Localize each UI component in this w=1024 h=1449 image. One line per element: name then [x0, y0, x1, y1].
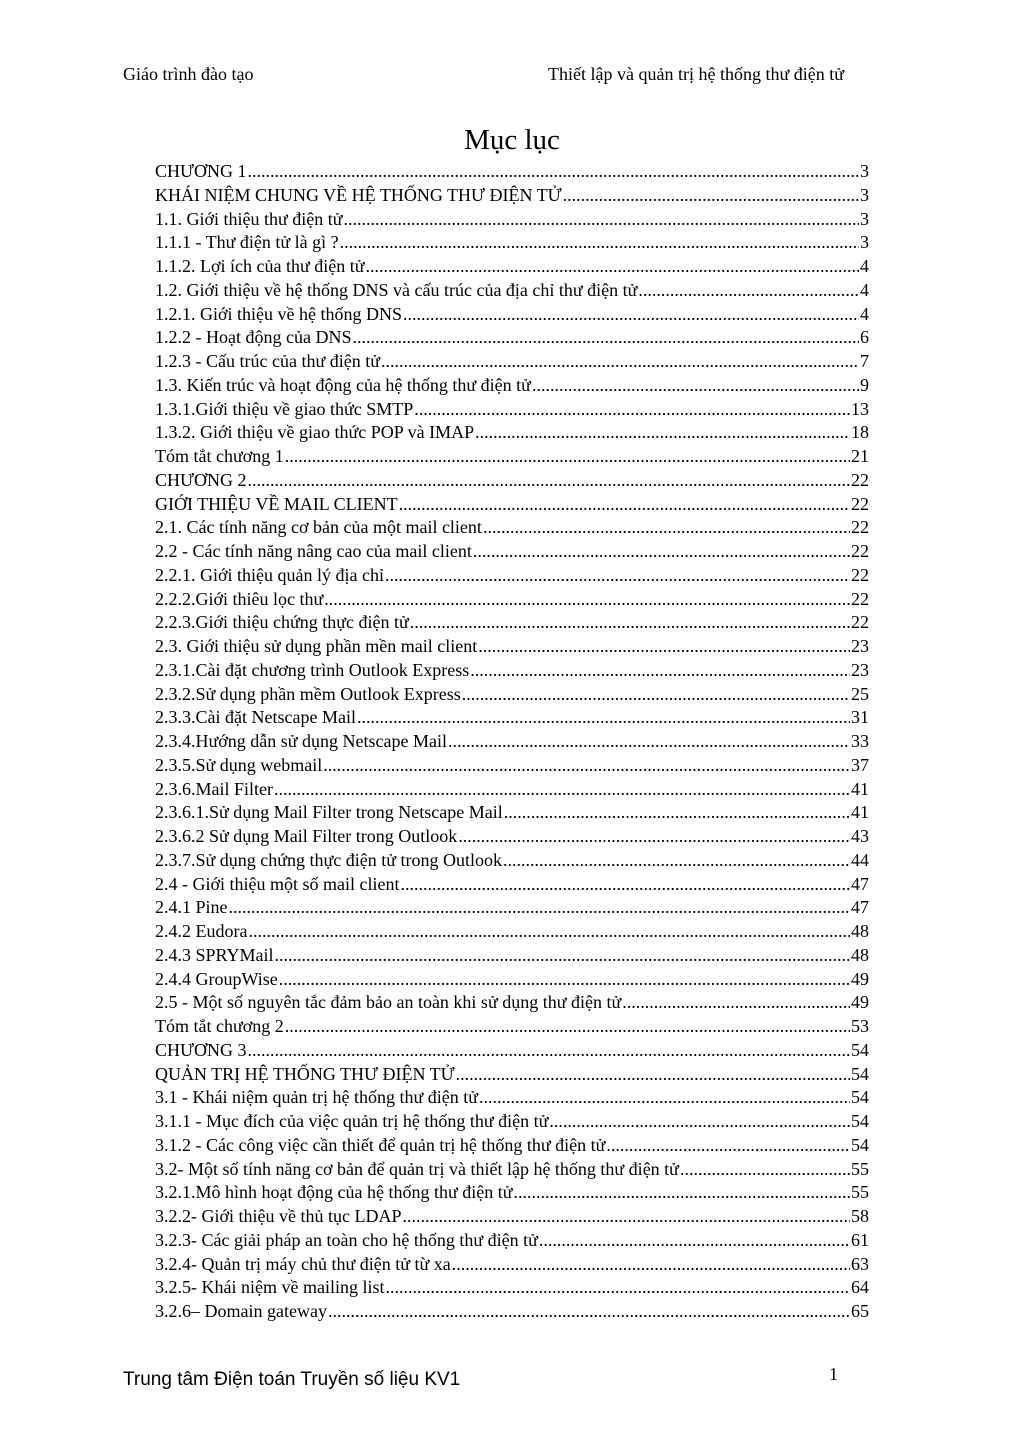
toc-entry-title: 3.2- Một số tính năng cơ bản để quản trị và thiết lập hệ thống thư điện tử	[155, 1158, 679, 1179]
toc-dot-leader	[452, 1253, 850, 1277]
toc-entry[interactable]	[155, 849, 869, 873]
toc-entry-title: 2.3.4.Hướng dẫn sử dụng Netscape Mail	[155, 731, 447, 751]
toc-entry-title: 3.2.1.Mô hình hoạt động của hệ thống thư điện tử	[155, 1182, 513, 1203]
toc-entry[interactable]	[155, 801, 869, 825]
toc-entry-title: 3.2.4- Quản trị máy chủ thư điện tử từ xa	[155, 1253, 451, 1274]
toc-entry-page: 54	[851, 1134, 869, 1155]
toc-entry[interactable]	[155, 564, 869, 588]
toc-entry[interactable]	[155, 231, 869, 255]
toc-entry-page: 7	[860, 351, 869, 371]
toc-entry-page: 13	[851, 398, 869, 419]
toc-entry-page: 54	[851, 1087, 869, 1108]
toc-entry-title: 1.1. Giới thiệu thư điện tử	[155, 208, 343, 229]
toc-entry-page: 41	[851, 802, 869, 823]
toc-dot-leader	[410, 611, 850, 635]
toc-dot-leader	[247, 160, 859, 184]
toc-entry[interactable]	[155, 873, 869, 897]
toc-entry-title: CHƯƠNG 2	[155, 469, 247, 490]
toc-entry-page: 22	[851, 493, 869, 514]
toc-entry-page: 55	[851, 1182, 869, 1203]
toc-entry[interactable]	[155, 160, 869, 184]
toc-entry[interactable]	[155, 326, 869, 350]
toc-dot-leader	[475, 421, 850, 445]
toc-entry[interactable]	[155, 303, 869, 327]
toc-entry-title: 2.2.3.Giới thiệu chứng thực điện tử	[155, 612, 409, 633]
toc-entry[interactable]	[155, 1134, 869, 1158]
toc-entry-title: 3.2.5- Khái niệm về mailing list	[155, 1277, 385, 1298]
toc-entry[interactable]	[155, 1253, 869, 1277]
toc-entry[interactable]	[155, 184, 869, 208]
toc-entry-title: QUẢN TRỊ HỆ THỐNG THƯ ĐIỆN TỬ	[155, 1063, 455, 1084]
toc-entry-title: 1.1.2. Lợi ích của thư điện tử	[155, 256, 365, 276]
toc-entry-page: 9	[860, 374, 869, 395]
toc-entry-page: 4	[860, 303, 869, 324]
toc-entry[interactable]	[155, 991, 869, 1015]
toc-entry[interactable]	[155, 1276, 869, 1300]
toc-entry-page: 54	[851, 1063, 869, 1084]
toc-entry-page: 3	[860, 232, 869, 253]
toc-entry-title: Tóm tắt chương 1	[155, 446, 284, 466]
toc-entry[interactable]	[155, 754, 869, 778]
toc-dot-leader	[248, 920, 850, 944]
toc-entry[interactable]	[155, 1063, 869, 1087]
toc-dot-leader	[503, 849, 850, 873]
toc-entry[interactable]	[155, 1300, 869, 1324]
toc-entry-page: 23	[851, 659, 869, 680]
toc-entry-page: 49	[851, 992, 869, 1013]
toc-entry-page: 4	[860, 256, 869, 276]
toc-entry-title: 2.5 - Một số nguyên tắc đảm bảo an toàn khi sử dụng thư điện tử	[155, 992, 622, 1013]
toc-dot-leader	[549, 1110, 850, 1134]
toc-entry[interactable]	[155, 540, 869, 564]
toc-entry-title: Tóm tắt chương 2	[155, 1016, 284, 1036]
toc-entry[interactable]	[155, 968, 869, 992]
toc-entry-page: 58	[851, 1206, 869, 1226]
toc-dot-leader	[478, 635, 850, 659]
toc-dot-leader	[456, 1063, 850, 1087]
toc-entry[interactable]	[155, 1181, 869, 1205]
page-number: 1	[829, 1364, 838, 1384]
toc-dot-leader	[470, 659, 850, 683]
header-left: Giáo trình đào tạo	[123, 64, 254, 84]
toc-entry[interactable]	[155, 445, 869, 469]
toc-dot-leader	[403, 303, 859, 327]
toc-dot-leader	[324, 588, 850, 612]
toc-entry[interactable]	[155, 350, 869, 374]
toc-entry[interactable]	[155, 493, 869, 517]
toc-entry[interactable]	[155, 469, 869, 493]
toc-entry-page: 22	[851, 541, 869, 561]
toc-entry-title: 2.4 - Giới thiệu một số mail client	[155, 873, 400, 894]
toc-entry-page: 37	[851, 754, 869, 775]
toc-entry-title: 2.2 - Các tính năng nâng cao của mail client	[155, 541, 472, 561]
toc-entry[interactable]	[155, 255, 869, 279]
toc-entry-page: 49	[851, 968, 869, 989]
toc-entry-page: 23	[851, 636, 869, 656]
toc-entry[interactable]	[155, 825, 869, 849]
toc-dot-leader	[285, 1015, 850, 1039]
toc-entry-page: 25	[851, 683, 869, 704]
toc-entry[interactable]	[155, 706, 869, 730]
toc-entry-title: 2.3.6.2 Sử dụng Mail Filter trong Outlook	[155, 826, 458, 846]
toc-dot-leader	[483, 516, 850, 540]
toc-entry-title: 3.2.2- Giới thiệu về thủ tục LDAP	[155, 1206, 402, 1226]
toc-dot-leader	[606, 1134, 850, 1158]
toc-entry-page: 44	[851, 849, 869, 870]
toc-dot-leader	[532, 374, 859, 398]
toc-dot-leader	[274, 778, 850, 802]
toc-dot-leader	[247, 469, 850, 493]
toc-entry-page: 48	[851, 944, 869, 965]
toc-entry-title: 2.3.5.Sử dụng webmail	[155, 754, 323, 775]
toc-dot-leader	[680, 1158, 850, 1182]
toc-entry-page: 22	[851, 612, 869, 633]
toc-entry[interactable]	[155, 421, 869, 445]
toc-entry[interactable]	[155, 588, 869, 612]
toc-entry-title: 3.1 - Khái niệm quản trị hệ thống thư điện tử	[155, 1087, 478, 1108]
toc-dot-leader	[352, 326, 859, 350]
toc-entry[interactable]	[155, 1110, 869, 1134]
toc-dot-leader	[539, 1229, 850, 1253]
toc-dot-leader	[385, 564, 850, 588]
toc-entry-title: 2.2.2.Giới thiêu lọc thư	[155, 588, 324, 609]
toc-entry-title: 3.1.1 - Mục đích của việc quản trị hệ thống thư điện tử	[155, 1111, 549, 1131]
toc-entry-page: 61	[851, 1229, 869, 1250]
toc-dot-leader	[399, 493, 850, 517]
toc-entry[interactable]	[155, 683, 869, 707]
toc-dot-leader	[275, 944, 850, 968]
toc-entry-page: 3	[860, 208, 869, 229]
toc-entry[interactable]	[155, 659, 869, 683]
toc-entry-page: 22	[851, 588, 869, 609]
toc-entry-title: 2.3.7.Sử dụng chứng thực điện tử trong Outlook	[155, 849, 503, 870]
toc-dot-leader	[479, 1086, 850, 1110]
toc-entry-title: 2.3. Giới thiệu sử dụng phần mền mail client	[155, 636, 478, 656]
toc-dot-leader	[563, 184, 859, 208]
toc-entry-title: 1.2.2 - Hoạt động của DNS	[155, 327, 352, 348]
toc-entry-page: 33	[851, 731, 869, 751]
toc-entry-title: 1.3. Kiến trúc và hoạt động của hệ thống thư điện tử	[155, 374, 531, 395]
toc-dot-leader	[229, 896, 850, 920]
toc-entry-title: 1.3.1.Giới thiệu về giao thức SMTP	[155, 398, 414, 419]
toc-entry-page: 41	[851, 778, 869, 799]
toc-entry-title: GIỚI THIỆU VỀ MAIL CLIENT	[155, 493, 398, 514]
toc-entry-page: 48	[851, 921, 869, 941]
toc-entry-title: 1.2.1. Giới thiệu về hệ thống DNS	[155, 303, 402, 324]
toc-dot-leader	[458, 825, 850, 849]
toc-entry-title: 2.1. Các tính năng cơ bản của một mail client	[155, 517, 482, 538]
toc-entry-page: 55	[851, 1158, 869, 1179]
toc-entry-page: 22	[851, 564, 869, 585]
toc-dot-leader	[473, 540, 850, 564]
toc-entry[interactable]	[155, 1039, 869, 1063]
toc-entry-page: 63	[851, 1253, 869, 1274]
toc-entry-title: 2.4.2 Eudora	[155, 921, 248, 941]
toc-dot-leader	[401, 873, 851, 897]
toc-entry[interactable]	[155, 896, 869, 920]
toc-entry-title: 1.2. Giới thiệu về hệ thống DNS và cấu trúc của địa chỉ thư điện tử	[155, 279, 638, 300]
toc-entry-title: 2.3.1.Cài đặt chương trình Outlook Express	[155, 659, 470, 680]
toc-dot-leader	[340, 231, 859, 255]
toc-entry-page: 54	[851, 1039, 869, 1060]
toc-entry-title: KHÁI NIỆM CHUNG VỀ HỆ THỐNG THƯ ĐIỆN TỬ	[155, 184, 562, 205]
toc-dot-leader	[247, 1039, 850, 1063]
toc-dot-leader	[414, 398, 850, 422]
toc-entry-page: 47	[851, 873, 869, 894]
table-of-contents	[155, 160, 869, 1324]
toc-dot-leader	[366, 255, 860, 279]
toc-entry-page: 54	[851, 1111, 869, 1131]
toc-entry[interactable]	[155, 944, 869, 968]
toc-dot-leader	[622, 991, 850, 1015]
toc-dot-leader	[462, 683, 850, 707]
toc-entry-page: 3	[860, 161, 869, 181]
toc-dot-leader	[328, 1300, 850, 1324]
footer-text: Trung tâm Điện toán Truyền số liệu KV1	[123, 1369, 461, 1390]
toc-entry-page: 47	[851, 897, 869, 918]
toc-entry-title: 1.3.2. Giới thiệu về giao thức POP và IMAP	[155, 422, 475, 443]
toc-dot-leader	[638, 279, 859, 303]
toc-entry-page: 21	[851, 446, 869, 466]
toc-dot-leader	[381, 350, 859, 374]
toc-entry-page: 22	[851, 517, 869, 538]
toc-entry[interactable]	[155, 635, 869, 659]
toc-entry[interactable]	[155, 1015, 869, 1039]
toc-entry-title: CHƯƠNG 1	[155, 161, 247, 181]
toc-entry-title: 3.2.3- Các giải pháp an toàn cho hệ thống thư điện tử	[155, 1229, 538, 1250]
toc-entry[interactable]	[155, 1086, 869, 1110]
toc-entry-page: 3	[860, 184, 869, 205]
toc-dot-leader	[448, 730, 850, 754]
toc-entry[interactable]	[155, 279, 869, 303]
toc-entry-page: 6	[860, 327, 869, 348]
toc-entry-page: 43	[851, 826, 869, 846]
toc-entry-page: 18	[851, 422, 869, 443]
toc-entry-page: 22	[851, 469, 869, 490]
toc-entry[interactable]	[155, 920, 869, 944]
toc-entry-title: CHƯƠNG 3	[155, 1039, 247, 1060]
toc-entry[interactable]	[155, 730, 869, 754]
toc-entry-page: 65	[851, 1301, 869, 1321]
toc-dot-leader	[279, 968, 850, 992]
toc-entry-title: 2.4.4 GroupWise	[155, 968, 278, 989]
toc-entry-page: 64	[851, 1277, 869, 1298]
toc-dot-leader	[385, 1276, 850, 1300]
toc-entry-title: 1.1.1 - Thư điện tử là gì ?	[155, 232, 339, 253]
toc-entry-title: 3.2.6– Domain gateway	[155, 1301, 327, 1321]
page-title: Mục lục	[464, 124, 560, 156]
header-right: Thiết lập và quản trị hệ thống thư điện tử	[548, 64, 844, 84]
toc-dot-leader	[357, 706, 850, 730]
toc-entry-title: 2.4.3 SPRYMail	[155, 944, 274, 965]
toc-entry-title: 2.3.3.Cài đặt Netscape Mail	[155, 707, 356, 728]
toc-entry-page: 4	[860, 279, 869, 300]
toc-dot-leader	[504, 801, 850, 825]
toc-entry[interactable]	[155, 1205, 869, 1229]
toc-entry-title: 2.3.2.Sử dụng phần mềm Outlook Express	[155, 683, 461, 704]
toc-entry-page: 53	[851, 1016, 869, 1036]
toc-dot-leader	[344, 208, 859, 232]
toc-dot-leader	[285, 445, 850, 469]
toc-entry-title: 1.2.3 - Cấu trúc của thư điện tử	[155, 351, 380, 371]
toc-entry-title: 2.3.6.Mail Filter	[155, 778, 273, 799]
toc-entry-title: 2.3.6.1.Sử dụng Mail Filter trong Netscape Mail	[155, 802, 503, 823]
toc-entry[interactable]	[155, 1158, 869, 1182]
toc-entry[interactable]	[155, 208, 869, 232]
toc-entry[interactable]	[155, 374, 869, 398]
toc-dot-leader	[403, 1205, 851, 1229]
toc-dot-leader	[323, 754, 850, 778]
toc-dot-leader	[513, 1181, 850, 1205]
toc-entry-title: 3.1.2 - Các công việc cần thiết để quản trị hệ thống thư điện tử	[155, 1134, 606, 1155]
toc-entry-title: 2.4.1 Pine	[155, 897, 228, 918]
toc-entry-title: 2.2.1. Giới thiệu quản lý địa chỉ	[155, 564, 384, 585]
toc-entry[interactable]	[155, 398, 869, 422]
toc-entry[interactable]	[155, 516, 869, 540]
toc-entry[interactable]	[155, 778, 869, 802]
toc-entry[interactable]	[155, 611, 869, 635]
toc-entry[interactable]	[155, 1229, 869, 1253]
toc-entry-page: 31	[851, 707, 869, 728]
